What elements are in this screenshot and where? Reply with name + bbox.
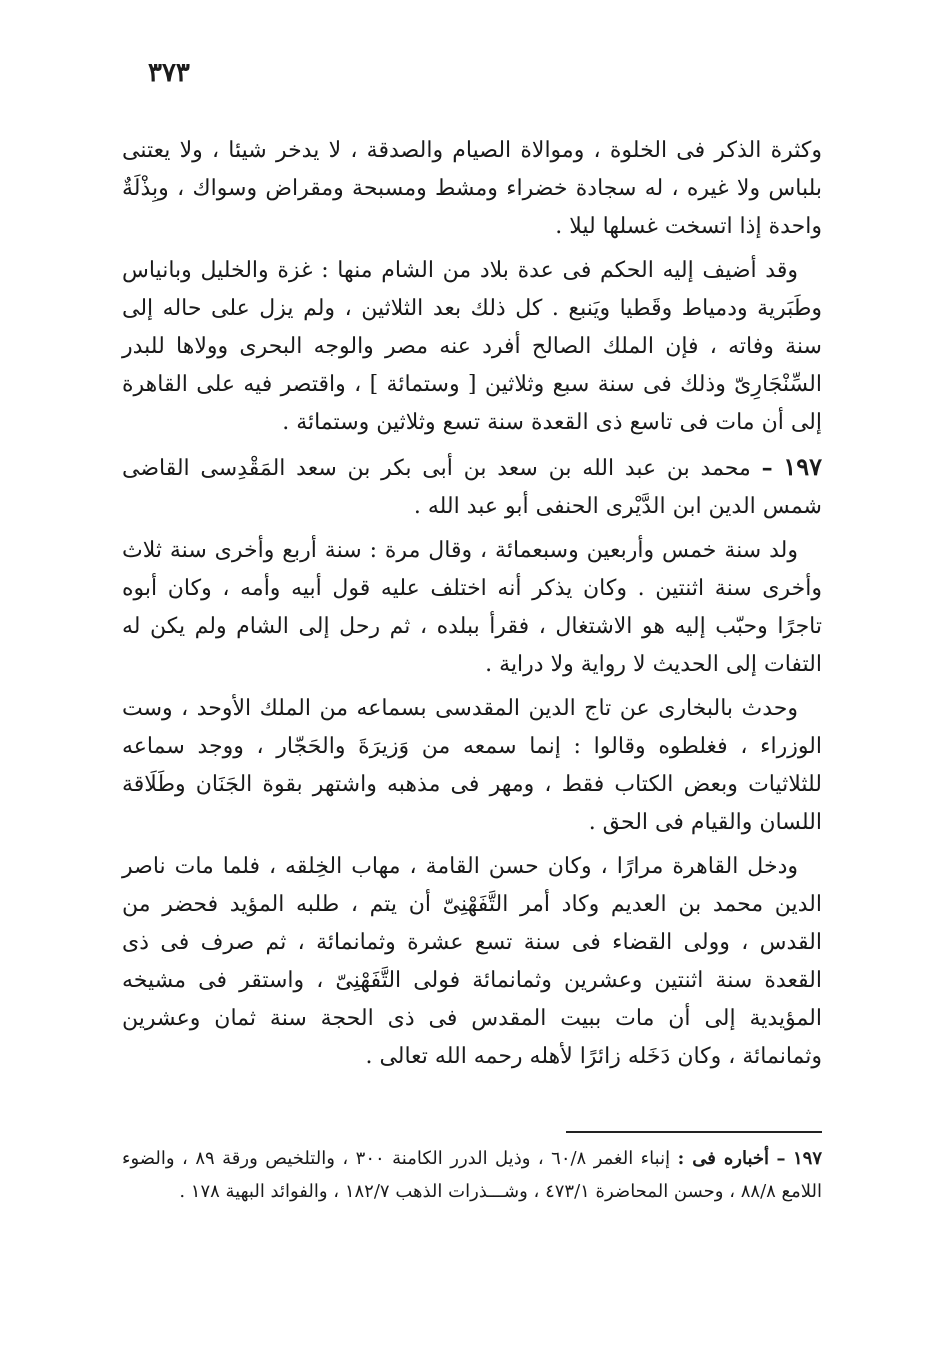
entry-paragraph: وحدث بالبخارى عن تاج الدين المقدسى بسماعه من الملك الأوحد ، وست الوزراء ، فغلطوه وقالوا : إنما سمعه من وَزيرَةَ والحَجّار ، ووجد سماعه للثلاثيات وبعض الكتاب فقط ، ومهر فى مذهبه واشتهر بقوة الجَنَان وطَلَاقة اللسان والقيام فى الحق . bbox=[122, 696, 822, 835]
footnote bbox=[122, 1142, 822, 1208]
entry-paragraph: ودخل القاهرة مرارًا ، وكان حسن القامة ، مهاب الخِلقه ، فلما مات ناصر الدين محمد بن العديم وكاد أمر التَّفَهْنِىّ أن يتم ، طلبه المؤيد فحضر من القدس ، وولى القضاء فى سنة تسع عشرة وثمانمائة ، ثم صرف فى ذى القعدة سنة اثنتين وعشرين وثمانمائة فولى التَّفَهْنِىّ ، واستقر فى مشيخه المؤيدية إلى أن مات ببيت المقدس فى ذى الحجة سنة ثمان وعشرين وثمانمائة ، وكان دَخَله زائرًا لأهله رحمه الله تعالى . bbox=[122, 854, 822, 1069]
footnote-text: إنباء الغمر ٦٠/٨ ، وذيل الدرر الكامنة ٣٠٠ ، والتلخيص ورقة ٨٩ ، والضوء اللامع ٨٨/٨ ، وحسن المحاضرة ٤٧٣/١ ، وشـــذرات الذهب ١٨٢/٧ ، والفوائد البهية ١٧٨ . bbox=[122, 1148, 822, 1202]
entry-dash: – bbox=[761, 455, 773, 481]
footnote-dash: – bbox=[776, 1148, 786, 1169]
entry-title: محمد بن عبد الله بن سعد بن أبى بكر بن سعد المَقْدِسى القاضى شمس الدين ابن الدَّيْرى الحنفى أبو عبد الله . bbox=[122, 456, 822, 519]
main-text bbox=[122, 132, 822, 1082]
entry-heading bbox=[122, 448, 822, 526]
paragraph: وقد أضيف إليه الحكم فى عدة بلاد من الشام منها : غزة والخليل وبانياس وطَبَرية ودمياط وقَطيا ويَنبع . كل ذلك بعد الثلاثين ، ولم يزل على حاله إلى سنة وفاته ، فإن الملك الصالح أفرد عنه مصر والوجه البحرى وولاها للبدر السِّنْجَارِىّ وذلك فى سنة سبع وثلاثين [ وستمائة ] ، واقتصر فيه على القاهرة إلى أن مات فى تاسع ذى القعدة سنة تسع وثلاثين وستمائة . bbox=[122, 258, 822, 435]
footnote-divider bbox=[566, 1131, 822, 1133]
entry-number: ١٩٧ bbox=[783, 452, 823, 481]
footnote-label: أخباره فى : bbox=[677, 1148, 770, 1169]
footnote-number: ١٩٧ bbox=[792, 1148, 822, 1169]
page-number: ٣٧٣ bbox=[148, 58, 190, 88]
paragraph-continuation: وكثرة الذكر فى الخلوة ، وموالاة الصيام والصدقة ، لا يدخر شيئا ، ولا يعتنى بلباس ولا غيره ، له سجادة خضراء ومشط ومسبحة ومقراض وسواك ، وبِذْلَةٌ واحدة إذا اتسخت غسلها ليلا . bbox=[122, 138, 822, 239]
entry-paragraph: ولد سنة خمس وأربعين وسبعمائة ، وقال مرة : سنة أربع وأخرى سنة ثلاث وأخرى سنة اثنتين . وكان يذكر أنه اختلف عليه قول أبيه وأمه ، وكان أبوه تاجرًا وحبّب إليه هو الاشتغال ، فقرأ ببلده ، ثم رحل إلى الشام ولم يكن له التفات إلى الحديث لا رواية ولا دراية . bbox=[122, 538, 822, 677]
